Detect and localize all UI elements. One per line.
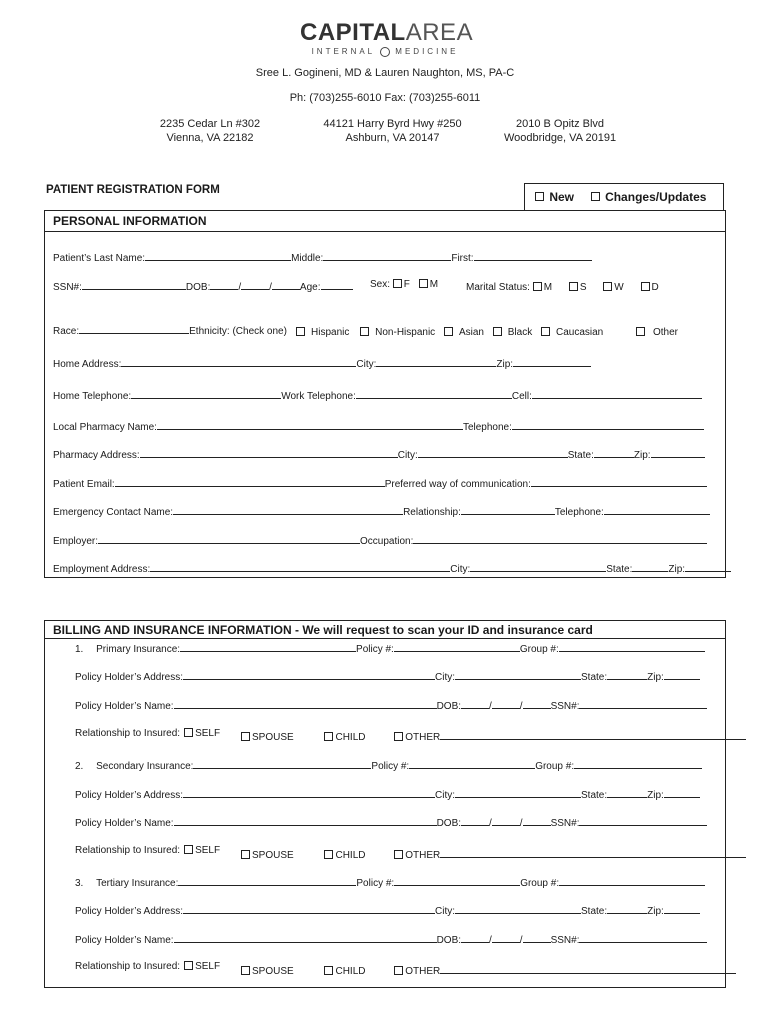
row-secondary-insurance bbox=[75, 758, 702, 773]
office-line2: Ashburn, VA 20147 bbox=[345, 132, 440, 144]
dob-day-field[interactable] bbox=[241, 279, 269, 290]
marital-m-checkbox[interactable] bbox=[533, 282, 542, 291]
rel-self-checkbox[interactable] bbox=[184, 728, 193, 737]
marital-s-label: S bbox=[579, 282, 587, 293]
row-primary-insurance bbox=[75, 641, 705, 656]
pharmacy-tel-field[interactable] bbox=[512, 419, 704, 430]
holder-dob-day-2[interactable] bbox=[492, 815, 520, 826]
rel-insured-label: Relationship to Insured: bbox=[75, 961, 181, 972]
emergency-tel-field[interactable] bbox=[604, 504, 710, 515]
personal-heading: PERSONAL INFORMATION bbox=[53, 214, 207, 228]
dob-sep: / bbox=[238, 282, 242, 293]
city-label: City: bbox=[450, 564, 471, 575]
rel-insured-label: Relationship to Insured: bbox=[75, 728, 181, 739]
policy-label: Policy #: bbox=[356, 878, 395, 889]
billing-heading: BILLING AND INSURANCE INFORMATION - We will request to scan your ID and insurance card bbox=[53, 623, 593, 637]
holder-address-label: Policy Holder’s Address: bbox=[75, 790, 184, 801]
marital-d-checkbox[interactable] bbox=[641, 282, 650, 291]
holder-name-label: Policy Holder’s Name: bbox=[75, 818, 174, 829]
insurance-num: 1. bbox=[75, 644, 84, 655]
holder-address-field-3[interactable] bbox=[183, 903, 435, 914]
caucasian-label: Caucasian bbox=[555, 327, 604, 338]
age-field[interactable] bbox=[321, 279, 353, 290]
row-tertiary-insurance bbox=[75, 875, 705, 890]
rel-child-checkbox[interactable] bbox=[324, 966, 333, 975]
email-label: Patient Email: bbox=[53, 479, 115, 490]
sex-f-label: F bbox=[403, 279, 410, 290]
rel-insured-label: Relationship to Insured: bbox=[75, 845, 181, 856]
dob-sep: / bbox=[519, 701, 523, 712]
asian-checkbox[interactable] bbox=[444, 327, 453, 336]
ssn-field[interactable] bbox=[82, 279, 186, 290]
pharmacy-address-field[interactable] bbox=[140, 447, 398, 458]
personal-heading-bar bbox=[45, 211, 725, 232]
row-holder-name-3 bbox=[75, 932, 707, 947]
city-label: City: bbox=[435, 790, 456, 801]
row-holder-address-2 bbox=[75, 787, 700, 802]
marital-d-label: D bbox=[651, 282, 659, 293]
logo-medicine: MEDICINE bbox=[395, 47, 459, 57]
tertiary-insurance-label: Tertiary Insurance: bbox=[96, 878, 179, 889]
tertiary-group-field[interactable] bbox=[559, 875, 705, 886]
occupation-field[interactable] bbox=[413, 533, 707, 544]
ssn-label: SSN#: bbox=[53, 282, 82, 293]
holder-city-field-2[interactable] bbox=[455, 787, 581, 798]
dob-sep: / bbox=[489, 818, 492, 829]
emergency-relationship-field[interactable] bbox=[461, 504, 555, 515]
rel-options-2 bbox=[241, 847, 746, 862]
office-line1: 2235 Cedar Ln #302 bbox=[159, 118, 261, 130]
holder-address-label: Policy Holder’s Address: bbox=[75, 906, 184, 917]
middle-name-field[interactable] bbox=[323, 250, 451, 261]
emp-address-field[interactable] bbox=[150, 561, 450, 572]
row-phones bbox=[53, 388, 702, 403]
holder-address-field-1[interactable] bbox=[183, 669, 435, 680]
last-name-label: Patient’s Last Name: bbox=[53, 253, 146, 264]
pharmacy-zip-field[interactable] bbox=[651, 447, 705, 458]
city-label: City: bbox=[397, 450, 418, 461]
rel-other-field-3[interactable] bbox=[440, 963, 736, 974]
rel-child-label: CHILD bbox=[335, 966, 366, 977]
rel-child-checkbox[interactable] bbox=[324, 732, 333, 741]
row-holder-name-2 bbox=[75, 815, 707, 830]
cell-label: Cell: bbox=[511, 391, 532, 402]
emp-zip-field[interactable] bbox=[685, 561, 731, 572]
secondary-insurance-label: Secondary Insurance: bbox=[96, 761, 194, 772]
office-line2: Vienna, VA 22182 bbox=[166, 132, 254, 144]
sex-group bbox=[370, 279, 438, 291]
changes-label: Changes/Updates bbox=[605, 190, 707, 204]
race-label: Race: bbox=[53, 326, 80, 337]
billing-heading-bar bbox=[45, 621, 725, 639]
emergency-label: Emergency Contact Name: bbox=[53, 507, 174, 518]
dob-sep: / bbox=[269, 282, 272, 293]
holder-dob-year-3[interactable] bbox=[523, 932, 551, 943]
stethoscope-icon bbox=[380, 47, 390, 57]
rel-self-label: SELF bbox=[195, 961, 221, 972]
holder-address-field-2[interactable] bbox=[183, 787, 435, 798]
group-label: Group #: bbox=[519, 644, 559, 655]
hispanic-label: Hispanic bbox=[311, 327, 350, 338]
changes-checkbox[interactable] bbox=[591, 192, 600, 201]
email-field[interactable] bbox=[115, 476, 385, 487]
rel-child-checkbox[interactable] bbox=[324, 850, 333, 859]
row-email bbox=[53, 476, 707, 491]
logo-area: AREA bbox=[405, 19, 474, 46]
caucasian-checkbox[interactable] bbox=[541, 327, 550, 336]
relationship-label: Relationship: bbox=[403, 507, 461, 518]
holder-state-field-3[interactable] bbox=[607, 903, 647, 914]
asian-label: Asian bbox=[458, 327, 484, 338]
dob-label: DOB: bbox=[185, 282, 211, 293]
rel-other-checkbox[interactable] bbox=[394, 850, 403, 859]
office-line1: 44121 Harry Byrd Hwy #250 bbox=[323, 118, 462, 130]
state-label: State: bbox=[567, 450, 594, 461]
black-checkbox[interactable] bbox=[493, 327, 502, 336]
employer-label: Employer: bbox=[53, 536, 99, 547]
marital-group bbox=[466, 282, 659, 294]
work-tel-label: Work Telephone: bbox=[281, 391, 356, 402]
tertiary-policy-field[interactable] bbox=[394, 875, 520, 886]
logo-internal: INTERNAL bbox=[311, 47, 375, 57]
emp-city-field[interactable] bbox=[470, 561, 606, 572]
holder-ssn-field-1[interactable] bbox=[579, 698, 707, 709]
marital-w-checkbox[interactable] bbox=[603, 282, 612, 291]
marital-label: Marital Status: bbox=[466, 282, 530, 293]
emergency-name-field[interactable] bbox=[173, 504, 403, 515]
zip-label: Zip: bbox=[647, 790, 664, 801]
city-label: City: bbox=[435, 906, 456, 917]
sex-f-checkbox[interactable] bbox=[393, 279, 402, 288]
pharmacy-tel-label: Telephone: bbox=[462, 422, 512, 433]
state-label: State: bbox=[581, 672, 608, 683]
pharmacy-state-field[interactable] bbox=[594, 447, 634, 458]
holder-dob-day-3[interactable] bbox=[492, 932, 520, 943]
phone-line: Ph: (703)255-6010 Fax: (703)255-6011 bbox=[289, 92, 481, 104]
group-label: Group #: bbox=[520, 878, 560, 889]
other-ethnicity-checkbox[interactable] bbox=[636, 327, 645, 336]
row-pharmacy-address bbox=[53, 447, 705, 462]
office-vienna bbox=[130, 117, 290, 145]
state-label: State: bbox=[606, 564, 633, 575]
row-home-address bbox=[53, 356, 591, 371]
employer-field[interactable] bbox=[98, 533, 360, 544]
marital-w-label: W bbox=[614, 282, 624, 293]
rel-self-label: SELF bbox=[195, 845, 221, 856]
row-relationship-1 bbox=[75, 728, 220, 740]
row-emergency bbox=[53, 504, 710, 519]
row-holder-address-1 bbox=[75, 669, 700, 684]
last-name-field[interactable] bbox=[145, 250, 291, 261]
row-name bbox=[53, 250, 592, 265]
rel-self-checkbox[interactable] bbox=[184, 961, 193, 970]
holder-dob-month-3[interactable] bbox=[461, 932, 489, 943]
primary-policy-field[interactable] bbox=[394, 641, 520, 652]
holder-name-field-2[interactable] bbox=[174, 815, 437, 826]
rel-spouse-checkbox[interactable] bbox=[241, 732, 250, 741]
home-tel-field[interactable] bbox=[131, 388, 281, 399]
holder-name-label: Policy Holder’s Name: bbox=[75, 701, 174, 712]
marital-m-label: M bbox=[543, 282, 553, 293]
secondary-insurance-field[interactable] bbox=[193, 758, 371, 769]
holder-dob-year-1[interactable] bbox=[523, 698, 551, 709]
sex-label: Sex: bbox=[370, 279, 391, 290]
holder-dob-day-1[interactable] bbox=[492, 698, 520, 709]
holder-name-field-3[interactable] bbox=[174, 932, 437, 943]
group-label: Group #: bbox=[535, 761, 575, 772]
sex-m-checkbox[interactable] bbox=[419, 279, 428, 288]
dob-sep: / bbox=[519, 818, 523, 829]
secondary-group-field[interactable] bbox=[574, 758, 702, 769]
hispanic-checkbox[interactable] bbox=[296, 327, 305, 336]
emp-address-label: Employment Address: bbox=[53, 564, 151, 575]
row-relationship-2 bbox=[75, 845, 220, 857]
marital-s-checkbox[interactable] bbox=[569, 282, 578, 291]
sex-m-label: M bbox=[429, 279, 439, 290]
row-relationship-3 bbox=[75, 961, 220, 973]
holder-ssn-field-3[interactable] bbox=[579, 932, 707, 943]
home-address-field[interactable] bbox=[121, 356, 356, 367]
pref-comm-field[interactable] bbox=[531, 476, 707, 487]
office-ashburn bbox=[300, 117, 485, 145]
primary-insurance-field[interactable] bbox=[180, 641, 356, 652]
home-address-label: Home Address: bbox=[53, 359, 122, 370]
row-pharmacy bbox=[53, 419, 704, 434]
emergency-tel-label: Telephone: bbox=[554, 507, 604, 518]
city-label: City: bbox=[435, 672, 456, 683]
first-label: First: bbox=[451, 253, 474, 264]
rel-options-3 bbox=[241, 963, 736, 978]
holder-name-field-1[interactable] bbox=[174, 698, 437, 709]
holder-city-field-1[interactable] bbox=[455, 669, 581, 680]
row-holder-address-3 bbox=[75, 903, 700, 918]
holder-zip-field-3[interactable] bbox=[664, 903, 700, 914]
primary-group-field[interactable] bbox=[559, 641, 705, 652]
rel-options-1 bbox=[241, 729, 746, 744]
emp-state-field[interactable] bbox=[632, 561, 668, 572]
office-line1: 2010 B Opitz Blvd bbox=[515, 118, 605, 130]
tertiary-insurance-field[interactable] bbox=[178, 875, 356, 886]
rel-spouse-checkbox[interactable] bbox=[241, 850, 250, 859]
secondary-policy-field[interactable] bbox=[409, 758, 535, 769]
new-label: New bbox=[549, 190, 575, 204]
row-holder-name-1 bbox=[75, 698, 707, 713]
holder-address-label: Policy Holder’s Address: bbox=[75, 672, 184, 683]
zip-label: Zip: bbox=[647, 672, 664, 683]
policy-label: Policy #: bbox=[356, 644, 394, 655]
holder-zip-field-1[interactable] bbox=[664, 669, 700, 680]
rel-spouse-label: SPOUSE bbox=[252, 850, 294, 861]
cell-field[interactable] bbox=[532, 388, 702, 399]
holder-state-field-2[interactable] bbox=[607, 787, 647, 798]
office-woodbridge bbox=[485, 117, 635, 145]
race-field[interactable] bbox=[79, 323, 189, 334]
rel-other-field-2[interactable] bbox=[440, 847, 746, 858]
other-ethnicity-label: Other bbox=[653, 327, 679, 338]
rel-other-checkbox[interactable] bbox=[394, 966, 403, 975]
holder-dob-month-1[interactable] bbox=[461, 698, 489, 709]
rel-other-field-1[interactable] bbox=[440, 729, 746, 740]
primary-insurance-label: Primary Insurance: bbox=[96, 644, 181, 655]
ssn-label: SSN#: bbox=[550, 935, 580, 946]
age-label: Age: bbox=[299, 282, 321, 293]
rel-spouse-checkbox[interactable] bbox=[241, 966, 250, 975]
insurance-num: 2. bbox=[75, 761, 84, 772]
home-tel-label: Home Telephone: bbox=[53, 391, 132, 402]
dob-month-field[interactable] bbox=[210, 279, 238, 290]
city-label: City: bbox=[356, 359, 377, 370]
zip-label: Zip: bbox=[647, 906, 664, 917]
non-hispanic-label: Non-Hispanic bbox=[375, 327, 436, 338]
dob-year-field[interactable] bbox=[272, 279, 300, 290]
logo-capital: CAPITAL bbox=[300, 19, 406, 46]
holder-name-label: Policy Holder’s Name: bbox=[75, 935, 174, 946]
ethnicity-options bbox=[296, 327, 603, 339]
rel-spouse-label: SPOUSE bbox=[252, 966, 294, 977]
holder-dob-month-2[interactable] bbox=[461, 815, 489, 826]
holder-zip-field-2[interactable] bbox=[664, 787, 700, 798]
ssn-label: SSN#: bbox=[550, 701, 580, 712]
dob-sep: / bbox=[519, 935, 523, 946]
practice-logo bbox=[300, 19, 474, 60]
new-checkbox[interactable] bbox=[535, 192, 544, 201]
ssn-label: SSN#: bbox=[550, 818, 580, 829]
holder-city-field-3[interactable] bbox=[455, 903, 581, 914]
status-box bbox=[524, 183, 724, 211]
rel-other-label: OTHER bbox=[405, 966, 441, 977]
state-label: State: bbox=[581, 906, 608, 917]
dob-sep: / bbox=[489, 935, 492, 946]
zip-label: Zip: bbox=[633, 450, 651, 461]
row-ssn bbox=[53, 279, 353, 294]
rel-other-checkbox[interactable] bbox=[394, 732, 403, 741]
holder-state-field-1[interactable] bbox=[607, 669, 647, 680]
dob-label: DOB: bbox=[436, 935, 462, 946]
home-city-field[interactable] bbox=[376, 356, 496, 367]
pharmacy-name-field[interactable] bbox=[157, 419, 463, 430]
rel-self-checkbox[interactable] bbox=[184, 845, 193, 854]
home-zip-field[interactable] bbox=[513, 356, 591, 367]
pharmacy-name-label: Local Pharmacy Name: bbox=[53, 422, 157, 433]
row-emp-address bbox=[53, 561, 731, 576]
ethnicity-label: Ethnicity: (Check one) bbox=[189, 326, 287, 337]
non-hispanic-checkbox[interactable] bbox=[360, 327, 369, 336]
holder-ssn-field-2[interactable] bbox=[579, 815, 707, 826]
office-line2: Woodbridge, VA 20191 bbox=[503, 132, 617, 144]
rel-other-label: OTHER bbox=[405, 732, 441, 743]
zip-label: Zip: bbox=[668, 564, 686, 575]
state-label: State: bbox=[581, 790, 608, 801]
pref-comm-label: Preferred way of communication: bbox=[384, 479, 531, 490]
row-race bbox=[53, 323, 287, 338]
occupation-label: Occupation: bbox=[360, 536, 414, 547]
rel-spouse-label: SPOUSE bbox=[252, 732, 294, 743]
row-employer bbox=[53, 533, 707, 548]
black-label: Black bbox=[507, 327, 533, 338]
insurance-num: 3. bbox=[75, 878, 84, 889]
first-name-field[interactable] bbox=[474, 250, 592, 261]
policy-label: Policy #: bbox=[371, 761, 410, 772]
work-tel-field[interactable] bbox=[356, 388, 512, 399]
dob-sep: / bbox=[489, 701, 492, 712]
rel-child-label: CHILD bbox=[335, 732, 366, 743]
rel-child-label: CHILD bbox=[335, 850, 366, 861]
middle-label: Middle: bbox=[291, 253, 324, 264]
rel-other-label: OTHER bbox=[405, 850, 441, 861]
form-title: PATIENT REGISTRATION FORM bbox=[46, 184, 220, 196]
dob-label: DOB: bbox=[436, 701, 462, 712]
rel-self-label: SELF bbox=[195, 728, 221, 739]
zip-label: Zip: bbox=[496, 359, 514, 370]
dob-label: DOB: bbox=[436, 818, 462, 829]
doctors-line: Sree L. Gogineni, MD & Lauren Naughton, MS, PA-C bbox=[255, 67, 515, 79]
ethnicity-other bbox=[636, 327, 678, 339]
holder-dob-year-2[interactable] bbox=[523, 815, 551, 826]
pharmacy-city-field[interactable] bbox=[418, 447, 568, 458]
pharmacy-address-label: Pharmacy Address: bbox=[53, 450, 140, 461]
